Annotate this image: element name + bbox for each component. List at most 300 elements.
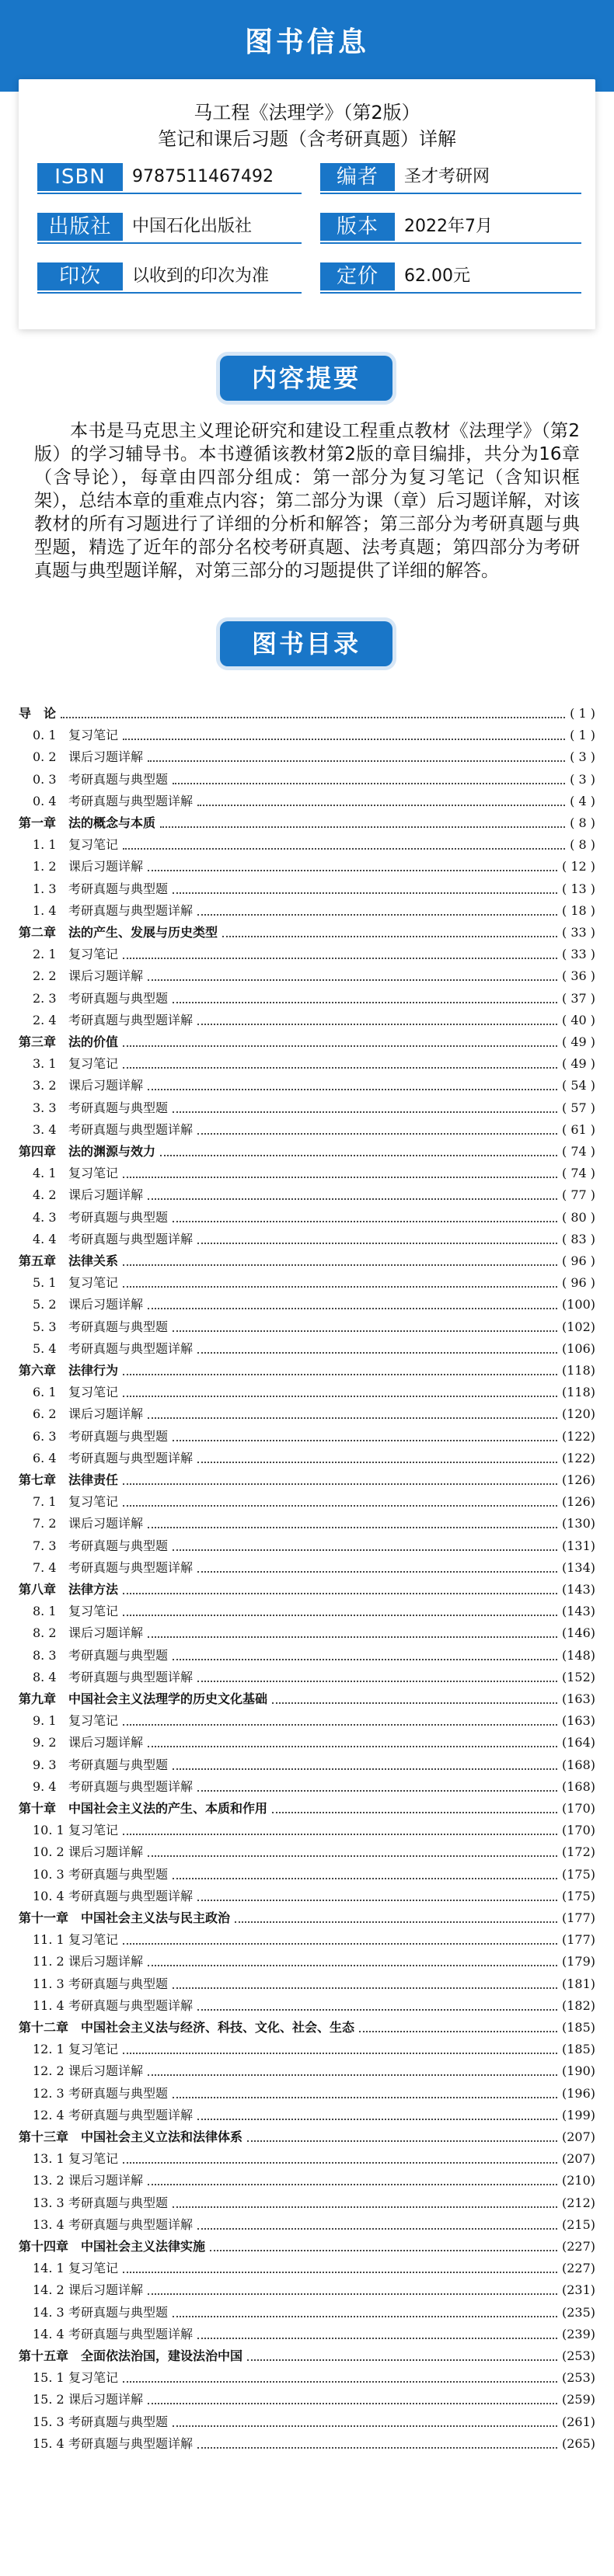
toc-page-number: ( 4 ) — [570, 793, 595, 808]
info-row — [37, 163, 581, 194]
toc-leader-dots — [197, 1243, 557, 1244]
toc-chapter-row — [19, 1469, 595, 1491]
toc-page-number: (120) — [561, 1406, 595, 1422]
toc-chapter-title: 第七章 法律责任 — [19, 1472, 119, 1487]
toc-section-row — [19, 725, 595, 746]
toc-page-number: (163) — [561, 1713, 595, 1729]
toc-section-title: 考研真题与典型题 — [68, 1319, 169, 1334]
toc-leader-dots — [197, 1133, 557, 1135]
toc-leader-dots — [173, 1878, 557, 1879]
toc-section-row — [19, 1776, 595, 1798]
info-underline — [320, 242, 581, 244]
toc-section-title: 考研真题与典型题详解 — [68, 2435, 194, 2451]
toc-section-number: 2. 4 — [33, 1012, 57, 1027]
toc-section-row — [19, 746, 595, 768]
toc-section-number: 4. 2 — [33, 1187, 57, 1203]
toc-section-row — [19, 1207, 595, 1229]
toc-section-number: 0. 1 — [33, 728, 57, 743]
toc-leader-dots — [197, 1790, 557, 1792]
toc-section-number: 4. 4 — [33, 1231, 57, 1246]
toc-section-number: 6. 4 — [33, 1450, 57, 1465]
toc-leader-dots — [123, 2381, 557, 2383]
toc-page-number: (181) — [561, 1976, 595, 1991]
toc-section-row — [19, 2192, 595, 2214]
toc-section-row — [19, 1448, 595, 1469]
toc-section-title: 课后习题详解 — [68, 2282, 144, 2298]
toc-page-number: (152) — [561, 1669, 595, 1684]
toc-section-number: 5. 2 — [33, 1297, 57, 1312]
toc-page-number: ( 83 ) — [561, 1231, 595, 1246]
toc-leader-dots — [123, 1264, 557, 1266]
info-field-editor — [320, 163, 581, 194]
toc-section-number: 15. 1 — [33, 2370, 65, 2386]
toc-section-row — [19, 2214, 595, 2236]
book-title — [19, 99, 595, 152]
toc-section-row — [19, 1010, 595, 1031]
toc-section-number: 12. 3 — [33, 2085, 65, 2101]
toc-chapter-row — [19, 812, 595, 834]
toc-section-number: 1. 2 — [33, 859, 57, 874]
toc-page-number: (164) — [561, 1735, 595, 1750]
toc-leader-dots — [272, 1702, 557, 1704]
info-field-publisher — [37, 213, 302, 244]
info-underline — [37, 193, 302, 194]
toc-section-number: 10. 3 — [33, 1866, 65, 1882]
toc-section-row — [19, 1053, 595, 1075]
toc-page-number: (106) — [561, 1340, 595, 1356]
toc-leader-dots — [123, 1834, 557, 1835]
toc-page-number: (235) — [561, 2304, 595, 2320]
toc-chapter-title: 第十二章 中国社会主义法与经济、科技、文化、社会、生态 — [19, 2020, 355, 2035]
toc-page-number: (207) — [561, 2151, 595, 2167]
toc-leader-dots — [197, 2447, 557, 2449]
toc-leader-dots — [123, 1943, 557, 1945]
toc-chapter-title: 第十五章 全面依法治国，建设法治中国 — [19, 2348, 243, 2363]
toc-section-row — [19, 1710, 595, 1732]
toc-page-number: (212) — [561, 2195, 595, 2210]
toc-leader-dots — [148, 2293, 557, 2295]
toc-section-number: 11. 2 — [33, 1954, 65, 1969]
toc-section-number: 14. 2 — [33, 2282, 65, 2298]
toc-section-title: 复习笔记 — [68, 2042, 119, 2057]
toc-leader-dots — [123, 739, 565, 740]
toc-section-title: 复习笔记 — [68, 1823, 119, 1838]
toc-page-number: (131) — [561, 1538, 595, 1553]
toc-leader-dots — [123, 1396, 557, 1397]
intro-text: 本书是马克思主义理论研究和建设工程重点教材《法理学》（第2版）的学习辅导书。本书遵循该教材第2版的章目编排，共分为16章（含导论），每章由四部分组成：第一部分为复习笔记（含知识框架），总结本章的重难点内容；第二部分为课（章）后习题详解，对该教材的所有习题进行了详细的分析和解答；第三部分为考研真题与典型题，精选了近年的部分名校考研真题、法考真题；第四部分为考研真题与典型题详解，对第三部分的习题提供了详细的解答。 — [34, 421, 580, 581]
toc-section-number: 7. 1 — [33, 1494, 57, 1510]
toc-page-number: (265) — [561, 2435, 595, 2451]
toc-section-row — [19, 1929, 595, 1951]
toc-section-title: 复习笔记 — [68, 837, 119, 853]
toc-section-number: 2. 1 — [33, 947, 57, 962]
toc-section-title: 复习笔记 — [68, 2370, 119, 2386]
toc-chapter-title: 第二章 法的产生、发展与历史类型 — [19, 925, 218, 940]
info-label: 印次 — [37, 262, 123, 290]
toc-section-title: 考研真题与典型题 — [68, 1647, 169, 1663]
toc-section-title: 课后习题详解 — [68, 749, 144, 765]
toc-section-row — [19, 1075, 595, 1097]
toc-section-number: 8. 1 — [33, 1604, 57, 1619]
toc-section-title: 课后习题详解 — [68, 1735, 144, 1750]
toc-section-number: 1. 3 — [33, 881, 57, 896]
toc-section-number: 11. 4 — [33, 1997, 65, 2013]
toc-leader-dots — [197, 1352, 557, 1354]
toc-leader-dots — [123, 1067, 557, 1069]
toc-leader-dots — [123, 1615, 557, 1616]
info-value: 中国石化出版社 — [132, 217, 253, 236]
toc-page-number: ( 77 ) — [561, 1187, 595, 1203]
toc-leader-dots — [123, 1045, 557, 1047]
toc-section-title: 课后习题详解 — [68, 1078, 144, 1093]
toc-section-title: 复习笔记 — [68, 2261, 119, 2276]
toc-section-row — [19, 2170, 595, 2192]
toc-section-title: 课后习题详解 — [68, 1844, 144, 1860]
info-row — [37, 213, 581, 244]
toc-page-number: (170) — [561, 1823, 595, 1838]
toc-page-number: (175) — [561, 1866, 595, 1882]
toc-page-number: (102) — [561, 1319, 595, 1334]
toc-section-row — [19, 1667, 595, 1688]
toc-section-title: 复习笔记 — [68, 1932, 119, 1948]
toc-section-title: 考研真题与典型题 — [68, 1976, 169, 1991]
toc-section-number: 0. 3 — [33, 771, 57, 787]
toc-chapter-row — [19, 1141, 595, 1163]
toc-page-number: (259) — [561, 2392, 595, 2407]
info-value: 2022年7月 — [404, 217, 493, 236]
toc-section-title: 考研真题与典型题详解 — [68, 1450, 194, 1465]
toc-section-title: 课后习题详解 — [68, 2173, 144, 2188]
toc-page-number: ( 33 ) — [561, 925, 595, 940]
info-label: 版本 — [320, 213, 395, 241]
toc-leader-dots — [160, 826, 565, 828]
toc-chapter-row — [19, 2126, 595, 2148]
toc-page-number: ( 74 ) — [561, 1144, 595, 1159]
toc-page-number: (253) — [561, 2348, 595, 2363]
toc-leader-dots — [197, 805, 565, 806]
toc-section-row — [19, 1557, 595, 1579]
toc-leader-dots — [123, 958, 557, 959]
toc-section-row — [19, 1951, 595, 1973]
toc-section-title: 考研真题与典型题 — [68, 2085, 169, 2101]
toc-section-row — [19, 2279, 595, 2301]
toc-leader-dots — [272, 1812, 557, 1813]
toc-section-number: 5. 4 — [33, 1340, 57, 1356]
toc-section-number: 12. 2 — [33, 2063, 65, 2079]
toc-leader-dots — [173, 2316, 557, 2317]
toc-leader-dots — [148, 979, 557, 981]
toc-chapter-row — [19, 2017, 595, 2039]
toc-leader-dots — [197, 2338, 557, 2339]
toc-leader-dots — [173, 1768, 557, 1770]
toc-page-number: ( 33 ) — [561, 947, 595, 962]
toc-section-number: 6. 1 — [33, 1385, 57, 1400]
toc-section-row — [19, 2367, 595, 2389]
toc-section-number: 0. 2 — [33, 749, 57, 765]
toc-section-number: 14. 4 — [33, 2326, 65, 2341]
toc-leader-dots — [197, 2119, 557, 2120]
toc-section-row — [19, 1229, 595, 1250]
toc-section-number: 13. 3 — [33, 2195, 65, 2210]
toc-section-number: 0. 4 — [33, 793, 57, 808]
toc-page-number: ( 1 ) — [570, 728, 595, 743]
toc-section-title: 考研真题与典型题详解 — [68, 1559, 194, 1575]
toc-section-row — [19, 1732, 595, 1754]
toc-page-number: (118) — [561, 1363, 595, 1378]
toc-section-title: 复习笔记 — [68, 1385, 119, 1400]
toc-section-title: 课后习题详解 — [68, 1297, 144, 1312]
toc-chapter-title: 第十四章 中国社会主义法律实施 — [19, 2239, 206, 2254]
toc-section-number: 1. 4 — [33, 902, 57, 918]
toc-leader-dots — [148, 1198, 557, 1200]
toc-section-number: 12. 1 — [33, 2042, 65, 2057]
toc-leader-dots — [123, 1724, 557, 1726]
toc-section-title: 考研真题与典型题 — [68, 771, 169, 787]
toc-section-number: 1. 1 — [33, 837, 57, 853]
toc-section-number: 13. 2 — [33, 2173, 65, 2188]
toc-leader-dots — [173, 1002, 557, 1003]
toc-chapter-row — [19, 2345, 595, 2367]
toc-chapter-row — [19, 1579, 595, 1601]
toc-page-number: ( 36 ) — [561, 968, 595, 984]
toc-section-row — [19, 1841, 595, 1863]
toc-section-row — [19, 2302, 595, 2324]
toc-page-number: (196) — [561, 2085, 595, 2101]
page-title: 图书信息 — [244, 26, 369, 58]
toc-section-row — [19, 1995, 595, 2017]
toc-leader-dots — [173, 2425, 557, 2427]
toc-leader-dots — [247, 2359, 557, 2361]
toc-section-number: 10. 2 — [33, 1844, 65, 1860]
info-underline — [320, 292, 581, 294]
toc-section-number: 4. 3 — [33, 1209, 57, 1225]
toc-chapter-row — [19, 922, 595, 944]
toc-section-row — [19, 2083, 595, 2105]
info-value: 以收到的印次为准 — [132, 266, 270, 286]
toc-leader-dots — [148, 1527, 557, 1528]
toc-page-number: ( 8 ) — [570, 837, 595, 853]
toc-section-title: 课后习题详解 — [68, 1954, 144, 1969]
info-underline — [37, 292, 302, 294]
toc-page-number: (118) — [561, 1385, 595, 1400]
toc-section-title: 考研真题与典型题详解 — [68, 2107, 194, 2122]
toc-section-title: 复习笔记 — [68, 947, 119, 962]
toc-page-number: (185) — [561, 2042, 595, 2057]
toc-leader-dots — [148, 1746, 557, 1747]
info-underline — [37, 242, 302, 244]
toc-section-row — [19, 1820, 595, 1841]
toc-chapter-title: 第一章 法的概念与本质 — [19, 815, 156, 830]
toc-page-number: (168) — [561, 1778, 595, 1794]
toc-page-number: (100) — [561, 1297, 595, 1312]
toc-page-number: (177) — [561, 1910, 595, 1925]
toc-section-number: 8. 3 — [33, 1647, 57, 1663]
toc-section-number: 14. 3 — [33, 2304, 65, 2320]
toc-page-number: (175) — [561, 1888, 595, 1903]
toc-page-number: (227) — [561, 2261, 595, 2276]
book-info-card — [19, 79, 595, 329]
toc-section-title: 课后习题详解 — [68, 2392, 144, 2407]
toc-section-number: 9. 1 — [33, 1713, 57, 1729]
toc-leader-dots — [222, 936, 557, 937]
toc-page-number: (227) — [561, 2239, 595, 2254]
toc-leader-dots — [148, 1089, 557, 1090]
info-field-isbn — [37, 163, 302, 194]
toc-section-row — [19, 1426, 595, 1448]
toc-section-row — [19, 1294, 595, 1316]
toc-page-number: ( 1 ) — [570, 706, 595, 721]
toc-leader-dots — [148, 2184, 557, 2185]
toc-leader-dots — [210, 2250, 557, 2251]
toc-page-number: ( 8 ) — [570, 815, 595, 830]
toc-section-number: 10. 1 — [33, 1823, 65, 1838]
toc-section-row — [19, 1316, 595, 1338]
toc-page-number: (261) — [561, 2414, 595, 2429]
toc-page-number: ( 80 ) — [561, 1209, 595, 1225]
toc-section-title: 考研真题与典型题详解 — [68, 1340, 194, 1356]
info-row — [37, 262, 581, 294]
toc-section-title: 课后习题详解 — [68, 2063, 144, 2079]
toc-chapter-row — [19, 1907, 595, 1929]
toc-section-number: 10. 4 — [33, 1888, 65, 1903]
toc-leader-dots — [173, 892, 557, 894]
toc-leader-dots — [123, 848, 565, 850]
toc-leader-dots — [123, 1505, 557, 1507]
toc-leader-dots — [61, 717, 565, 718]
toc-section-row — [19, 2060, 595, 2082]
toc-section-number: 6. 3 — [33, 1428, 57, 1444]
toc-leader-dots — [173, 2206, 557, 2208]
toc-leader-dots — [173, 1549, 557, 1551]
toc-section-row — [19, 944, 595, 965]
toc-chapter-title: 导 论 — [19, 706, 57, 721]
toc-page-number: (253) — [561, 2370, 595, 2386]
toc-section-title: 考研真题与典型题 — [68, 881, 169, 896]
toc-leader-dots — [148, 1636, 557, 1638]
toc-page-number: (207) — [561, 2129, 595, 2144]
toc-section-number: 3. 3 — [33, 1100, 57, 1115]
toc-section-row — [19, 2258, 595, 2279]
toc-section-row — [19, 1622, 595, 1644]
toc-section-number: 12. 4 — [33, 2107, 65, 2122]
toc-page-number: (143) — [561, 1604, 595, 1619]
toc-page-number: (170) — [561, 1801, 595, 1816]
toc-chapter-title: 第五章 法律关系 — [19, 1253, 119, 1268]
toc-section-title: 复习笔记 — [68, 1056, 119, 1072]
toc-section-row — [19, 1645, 595, 1667]
info-field-edition — [320, 213, 581, 244]
toc-section-row — [19, 1535, 595, 1557]
toc-page-number: (130) — [561, 1516, 595, 1531]
toc-page-number: ( 49 ) — [561, 1034, 595, 1049]
toc-section-row — [19, 1338, 595, 1360]
toc-chapter-title: 第三章 法的价值 — [19, 1034, 119, 1049]
toc-leader-dots — [173, 1659, 557, 1660]
toc-section-number: 11. 3 — [33, 1976, 65, 1991]
toc-section-row — [19, 2324, 595, 2345]
toc-leader-dots — [123, 2272, 557, 2273]
toc-section-title: 考研真题与典型题详解 — [68, 2216, 194, 2232]
toc-heading: 图书目录 — [220, 621, 392, 666]
info-label: 出版社 — [37, 213, 123, 241]
info-label: ISBN — [37, 163, 123, 191]
toc-section-title: 考研真题与典型题详解 — [68, 1121, 194, 1137]
toc-section-title: 考研真题与典型题 — [68, 2414, 169, 2429]
toc-section-row — [19, 900, 595, 922]
toc-section-number: 9. 2 — [33, 1735, 57, 1750]
toc-leader-dots — [197, 2228, 557, 2230]
toc-section-row — [19, 1097, 595, 1119]
toc-section-row — [19, 1601, 595, 1622]
toc-chapter-title: 第六章 法律行为 — [19, 1363, 119, 1378]
toc-leader-dots — [173, 2097, 557, 2098]
toc-section-row — [19, 2148, 595, 2170]
toc-section-title: 复习笔记 — [68, 1275, 119, 1291]
toc-section-title: 复习笔记 — [68, 2151, 119, 2167]
intro-heading: 内容提要 — [220, 356, 392, 401]
toc-section-title: 课后习题详解 — [68, 1516, 144, 1531]
toc-section-row — [19, 1119, 595, 1141]
toc-page-number: (231) — [561, 2282, 595, 2298]
toc-page-number: ( 3 ) — [570, 771, 595, 787]
toc-page-number: (185) — [561, 2020, 595, 2035]
toc-section-number: 5. 3 — [33, 1319, 57, 1334]
toc-section-row — [19, 1163, 595, 1184]
toc-section-title: 复习笔记 — [68, 1494, 119, 1510]
toc-leader-dots — [173, 1987, 557, 1989]
toc-page-number: (215) — [561, 2216, 595, 2232]
toc-section-title: 考研真题与典型题 — [68, 1209, 169, 1225]
toc-page-number: (126) — [561, 1494, 595, 1510]
toc-page-number: (146) — [561, 1625, 595, 1641]
toc-section-title: 考研真题与典型题详解 — [68, 793, 194, 808]
toc-section-row — [19, 856, 595, 878]
toc-chapter-row — [19, 1688, 595, 1710]
toc-page-number: (163) — [561, 1691, 595, 1706]
toc-section-number: 15. 4 — [33, 2435, 65, 2451]
info-field-printing — [37, 262, 302, 294]
toc-leader-dots — [173, 1111, 557, 1113]
toc-page-number: (179) — [561, 1954, 595, 1969]
toc-page-number: (182) — [561, 1997, 595, 2013]
toc-chapter-title: 第九章 中国社会主义法理学的历史文化基础 — [19, 1691, 268, 1706]
toc-section-title: 考研真题与典型题详解 — [68, 1012, 194, 1027]
toc-section-number: 7. 2 — [33, 1516, 57, 1531]
toc-page-number: ( 13 ) — [561, 881, 595, 896]
toc-page-number: ( 96 ) — [561, 1253, 595, 1268]
toc-leader-dots — [197, 2009, 557, 2011]
toc-section-number: 9. 4 — [33, 1778, 57, 1794]
toc-leader-dots — [148, 1965, 557, 1966]
toc-leader-dots — [359, 2031, 557, 2032]
toc-page-number: ( 18 ) — [561, 902, 595, 918]
toc-section-number: 3. 4 — [33, 1121, 57, 1137]
toc-section-row — [19, 769, 595, 791]
toc-section-title: 课后习题详解 — [68, 1187, 144, 1203]
toc-section-number: 2. 2 — [33, 968, 57, 984]
toc-section-number: 13. 4 — [33, 2216, 65, 2232]
toc-leader-dots — [197, 914, 557, 916]
toc-section-number: 9. 3 — [33, 1757, 57, 1772]
toc-leader-dots — [160, 1155, 557, 1156]
toc-leader-dots — [197, 1024, 557, 1025]
toc-section-title: 课后习题详解 — [68, 859, 144, 874]
toc-section-number: 3. 1 — [33, 1056, 57, 1072]
toc-chapter-title: 第四章 法的渊源与效力 — [19, 1144, 156, 1159]
toc-section-title: 考研真题与典型题 — [68, 2195, 169, 2210]
toc-section-row — [19, 2039, 595, 2060]
toc-section-number: 2. 3 — [33, 990, 57, 1006]
